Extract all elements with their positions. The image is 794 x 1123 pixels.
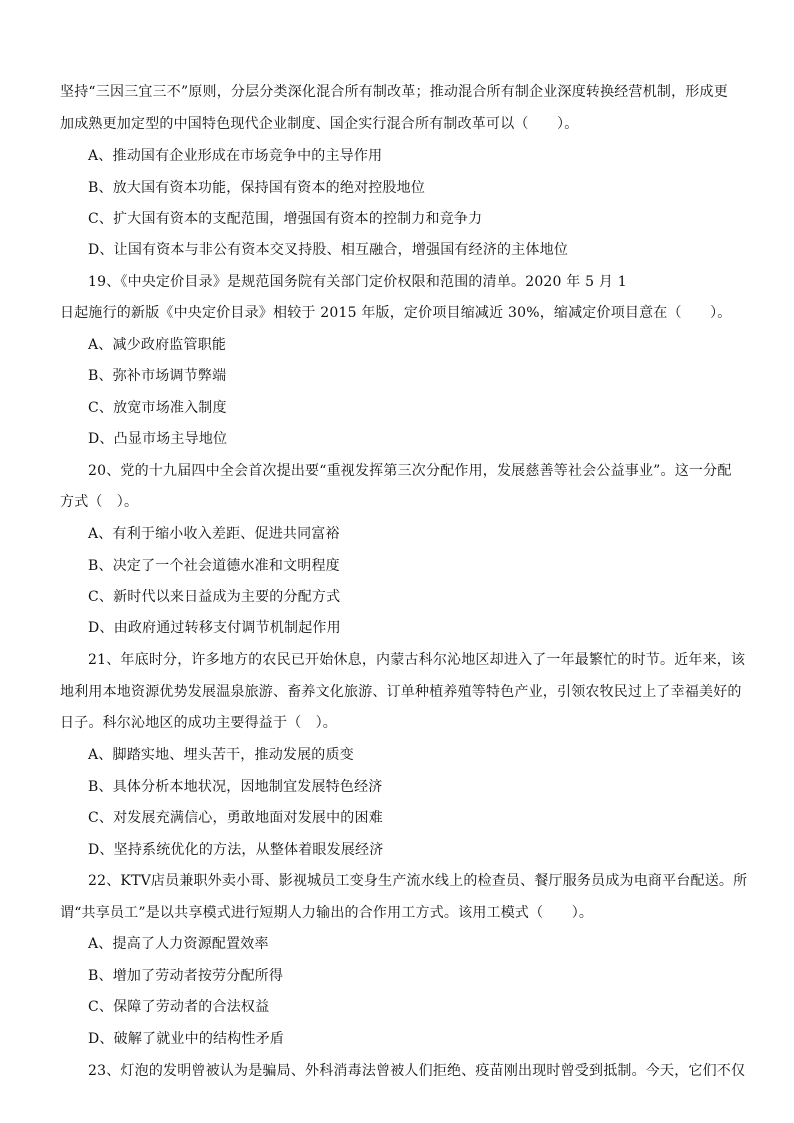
q22-stem-line2: 谓“共享员工”是以共享模式进行短期人力输出的合作用工方式。该用工模式（ ）。: [60, 905, 594, 921]
q22-option-c: C、保障了劳动者的合法权益: [88, 999, 270, 1015]
q18-option-b: B、放大国有资本功能，保持国有资本的绝对控股地位: [88, 180, 426, 196]
q23-stem-line1: 23、灯泡的发明曾被认为是骗局、外科消毒法曾被人们拒绝、疫苗刚出现时曾受到抵制。今天，它们不仅: [88, 1063, 746, 1079]
q20-option-b: B、决定了一个社会道德水准和文明程度: [88, 558, 340, 574]
q18-stem-line2: 加成熟更加定型的中国特色现代企业制度、国企实行混合所有制改革可以（ ）。: [60, 116, 579, 132]
q18-option-a: A、推动国有企业形成在市场竞争中的主导作用: [88, 148, 383, 164]
q18-stem-line1: 坚持“三因三宜三不”原则，分层分类深化混合所有制改革；推动混合所有制企业深度转换经营机制，形成更: [60, 84, 728, 100]
q22-option-d: D、破解了就业中的结构性矛盾: [88, 1031, 285, 1047]
q21-stem-line1: 21、年底时分，许多地方的农民已开始休息，内蒙古科尔沁地区却进入了一年最繁忙的时节。近年来，该: [88, 652, 746, 668]
q18-option-d: D、让国有资本与非公有资本交叉持股、相互融合，增强国有经济的主体地位: [88, 242, 569, 258]
q19-option-c: C、放宽市场准入制度: [88, 400, 227, 416]
q19-option-a: A、减少政府监管职能: [88, 337, 227, 353]
q21-option-c: C、对发展充满信心，勇敢地面对发展中的困难: [88, 810, 383, 826]
q19-stem-line2: 日起施行的新版《中央定价目录》相较于 2015 年版，定价项目缩减近 30%，缩减定价项目意在（ ）。: [60, 305, 732, 321]
q21-option-b: B、具体分析本地状况，因地制宜发展特色经济: [88, 779, 383, 795]
q21-option-a: A、脚踏实地、埋头苦干，推动发展的质变: [88, 747, 354, 763]
q20-stem-line1: 20、党的十九届四中全会首次提出要“重视发挥第三次分配作用，发展慈善等社会公益事业”。这一分配: [88, 463, 732, 479]
q20-option-c: C、新时代以来日益成为主要的分配方式: [88, 589, 341, 605]
q21-stem-line3: 日子。科尔沁地区的成功主要得益于（ ）。: [60, 715, 337, 731]
q19-stem-line1: 19、《中央定价目录》是规范国务院有关部门定价权限和范围的清单。2020 年 5 月 1: [88, 274, 627, 290]
q20-option-a: A、有利于缩小收入差距、促进共同富裕: [88, 526, 340, 542]
q20-option-d: D、由政府通过转移支付调节机制起作用: [88, 620, 341, 636]
q18-option-c: C、扩大国有资本的支配范围，增强国有资本的控制力和竞争力: [88, 211, 483, 227]
q19-option-d: D、凸显市场主导地位: [88, 431, 228, 447]
q19-option-b: B、弥补市场调节弊端: [88, 368, 227, 384]
q22-option-a: A、提高了人力资源配置效率: [88, 936, 269, 952]
q21-stem-line2: 地利用本地资源优势发展温泉旅游、畜养文化旅游、订单种植养殖等特色产业，引领农牧民过上了幸福美好的: [60, 684, 742, 700]
q21-option-d: D、坚持系统优化的方法，从整体着眼发展经济: [88, 842, 384, 858]
q22-stem-line1: 22、KTV店员兼职外卖小哥、影视城员工变身生产流水线上的检查员、餐厅服务员成为电商平台配送。所: [88, 873, 748, 889]
q20-stem-line2: 方式（ ）。: [60, 494, 139, 510]
q22-option-b: B、增加了劳动者按劳分配所得: [88, 968, 284, 984]
